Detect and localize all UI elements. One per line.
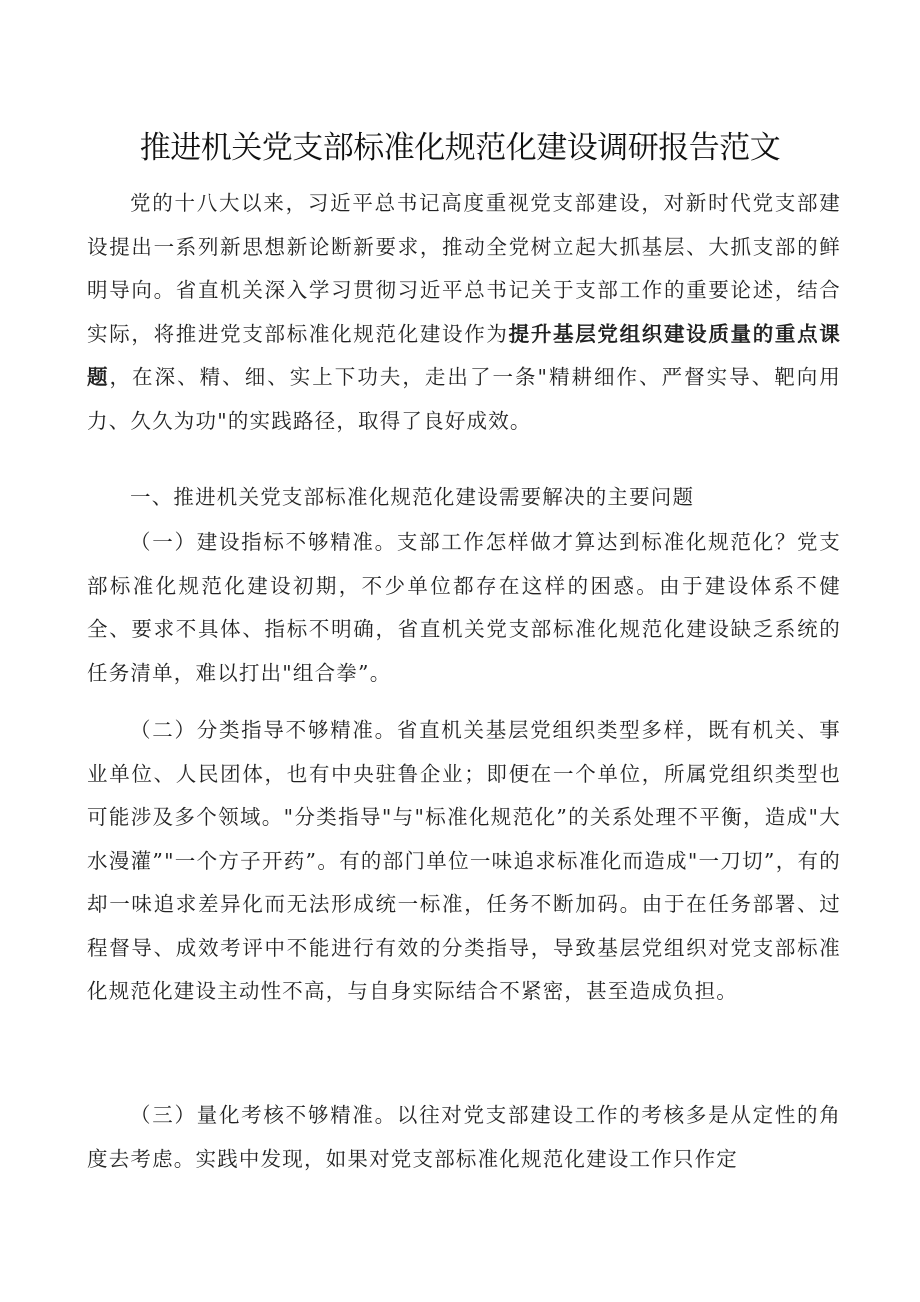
paragraph-item-2	[87, 709, 841, 1014]
paragraph-item-1	[87, 521, 841, 695]
paragraph-item-3	[87, 1094, 841, 1181]
paragraph-text: 以往对党支部建设工作的考核多是从定性的角度去考虑。实践中发现，如果对党支部标准化规范化建设工作只作定	[87, 1103, 841, 1171]
intro-text-start: 党的十八大以来，习近平总书记高度重视党支部建设，对新时代党支部建设提出一系列新思想新论断新要求，推动全党树立起大抓基层、大抓支部的鲜明导向。省直机关深入学习贯彻习近平总书记关于支部工作的重要论述，结合实际，将推进党支部标准化规范化建设作为	[87, 191, 841, 346]
paragraph-text: 省直机关基层党组织类型多样，既有机关、事业单位、人民团体，也有中央驻鲁企业；即便在一个单位，所属党组织类型也可能涉及多个领域。"分类指导"与"标准化规范化”的关系处理不平衡，造成"大水漫灌”"一个方子开药”。有的部门单位一味追求标准化而造成"一刀切”，有的却一味追求差异化而无法形成统一标准，任务不断加码。由于在任务部署、过程督导、成效考评中不能进行有效的分类指导，导致基层党组织对党支部标准化规范化建设主动性不高，与自身实际结合不紧密，甚至造成负担。	[87, 718, 841, 1003]
intro-text-end: ，在深、精、细、实上下功夫，走出了一条"精耕细作、严督实导、靶向用力、久久为功"的实践路径，取得了良好成效。	[87, 365, 841, 433]
paragraph-text: 支部工作怎样做才算达到标准化规范化？党支部标准化规范化建设初期，不少单位都存在这样的困惑。由于建设体系不健全、要求不具体、指标不明确，省直机关党支部标准化规范化建设缺乏系统的任务清单，难以打出"组合拳”。	[87, 530, 841, 685]
paragraph-lead: （二）分类指导不够精准。	[130, 718, 397, 742]
intro-paragraph	[87, 182, 841, 443]
section-heading: 一、推进机关党支部标准化规范化建设需要解决的主要问题	[130, 485, 695, 509]
paragraph-lead: （一）建设指标不够精准。	[130, 530, 397, 554]
intro-bold-phrase: 提升基层党组织建设质量的重点课题	[87, 321, 841, 389]
document-title: 推进机关党支部标准化规范化建设调研报告范文	[139, 130, 781, 166]
paragraph-lead: （三）量化考核不够精准。	[130, 1103, 397, 1127]
